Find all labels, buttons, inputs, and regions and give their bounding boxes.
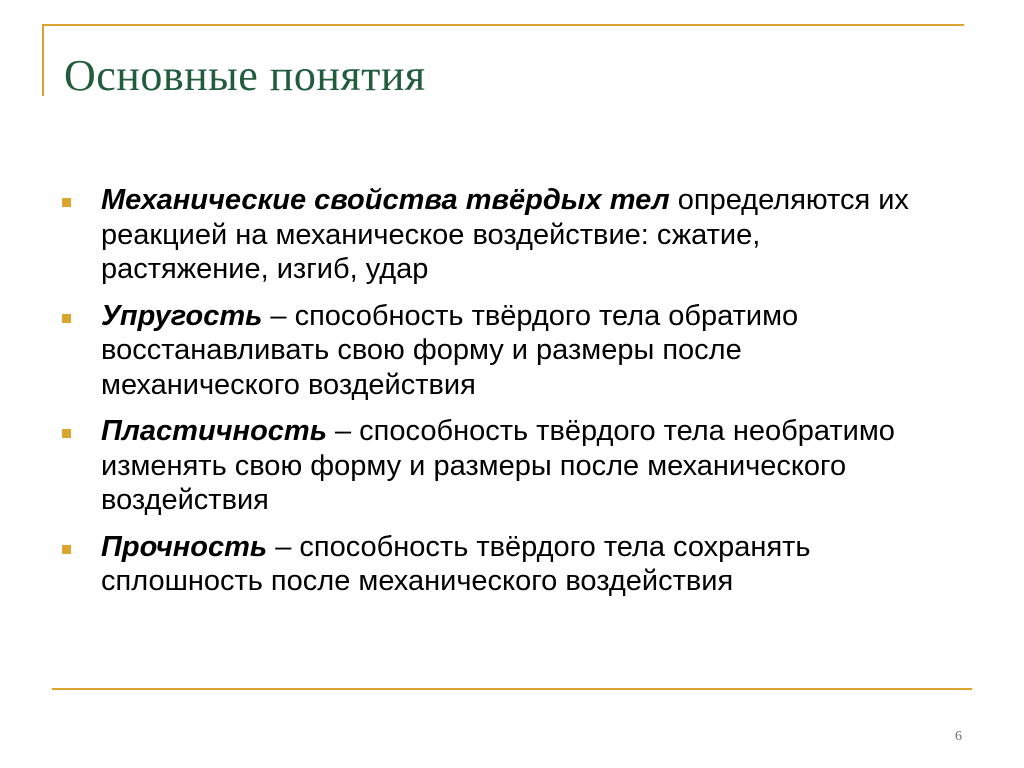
square-bullet-icon xyxy=(62,429,71,438)
bullet-text: определяются их реакцией на механическое воздействие: сжатие, растяжение, изгиб, удар xyxy=(101,184,909,285)
bullet-term: Пластичность xyxy=(101,415,327,447)
frame-top-rule xyxy=(42,24,964,26)
bullet-term: Прочность xyxy=(101,530,268,563)
bullet-term: Механические свойства твёрдых тел xyxy=(101,184,670,216)
bullet-item-elasticity xyxy=(62,299,922,403)
bullet-item-mechanical-properties xyxy=(62,183,922,287)
bullet-text: – способность твёрдого тела обратимо восстанавливать свою форму и размеры после механического воздействия xyxy=(101,299,799,401)
bullet-text: – способность твёрдого тела необратимо изменять свою форму и размеры после механического воздействия xyxy=(101,415,895,516)
square-bullet-icon xyxy=(62,545,71,554)
frame-left-rule xyxy=(42,24,44,96)
page-number: 6 xyxy=(955,729,962,744)
bullet-item-strength xyxy=(62,530,922,599)
slide-title: Основные понятия xyxy=(64,51,426,100)
square-bullet-icon xyxy=(62,198,71,207)
footer-rule xyxy=(52,688,972,690)
bullet-term: Упругость xyxy=(101,299,263,332)
bullet-text: – способность твёрдого тела сохранять сплошность после механического воздействия xyxy=(101,530,811,597)
square-bullet-icon xyxy=(62,314,71,323)
bullet-item-plasticity xyxy=(62,414,922,518)
bullet-list xyxy=(62,183,922,611)
